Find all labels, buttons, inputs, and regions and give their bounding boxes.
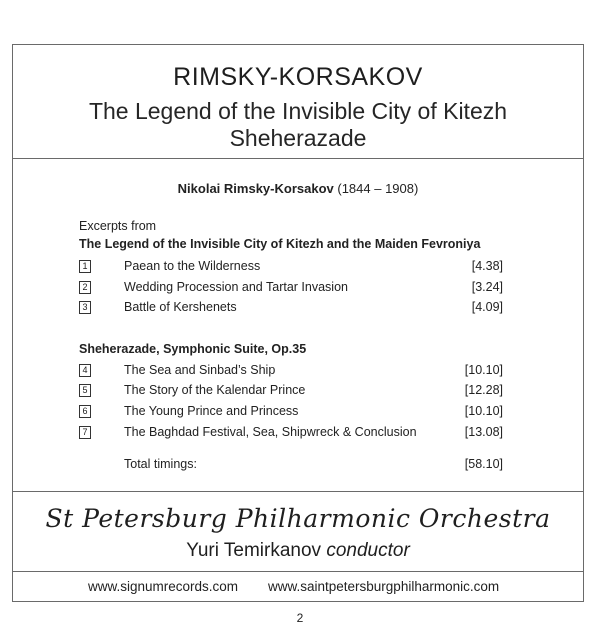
track-time: [4.38]	[471, 259, 503, 273]
composer-name: Nikolai Rimsky-Korsakov	[177, 181, 334, 196]
track-title: The Baghdad Festival, Sea, Shipwreck & Conclusion	[124, 425, 417, 439]
composer-dates: (1844 – 1908)	[337, 181, 419, 196]
track-title: Battle of Kershenets	[124, 300, 237, 314]
conductor-role: conductor	[326, 540, 410, 561]
work-title-sheherazade: Sheherazade	[229, 125, 367, 151]
track-row	[79, 300, 503, 318]
track-title: Paean to the Wilderness	[124, 259, 261, 273]
track-row	[79, 404, 503, 422]
website-signum[interactable]: www.signumrecords.com	[88, 579, 239, 594]
conductor-name: Yuri Temirkanov	[186, 540, 322, 561]
websites-block	[13, 571, 583, 603]
section-title-sheherazade: Sheherazade, Symphonic Suite, Op.35	[79, 342, 307, 356]
track-time: [10.10]	[464, 404, 503, 418]
composer-title: RIMSKY-KORSAKOV	[173, 63, 423, 91]
total-timings-row	[124, 457, 503, 471]
excerpts-label: Excerpts from	[79, 219, 157, 233]
performer-block	[13, 491, 583, 571]
track-title: The Story of the Kalendar Prince	[124, 383, 306, 397]
track-time: [4.09]	[471, 300, 503, 314]
track-row	[79, 363, 503, 381]
track-title: Wedding Procession and Tartar Invasion	[124, 280, 348, 294]
orchestra-name: St Petersburg Philharmonic Orchestra	[45, 504, 551, 533]
track-title: The Young Prince and Princess	[124, 404, 299, 418]
track-number: 6	[79, 405, 91, 418]
booklet-frame	[12, 44, 584, 602]
track-number: 2	[79, 281, 91, 294]
total-label: Total timings:	[124, 457, 197, 471]
website-philharmonic[interactable]: www.saintpetersburgphilharmonic.com	[268, 579, 500, 594]
track-number: 7	[79, 426, 91, 439]
track-row	[79, 425, 503, 443]
track-number: 5	[79, 384, 91, 397]
track-time: [10.10]	[464, 363, 503, 377]
page-number: 2	[296, 611, 304, 625]
track-number: 1	[79, 260, 91, 273]
track-time: [12.28]	[464, 383, 503, 397]
total-time: [58.10]	[464, 457, 503, 471]
track-number: 3	[79, 301, 91, 314]
track-row	[79, 259, 503, 277]
composer-line	[13, 181, 583, 196]
track-title: The Sea and Sinbad’s Ship	[124, 363, 276, 377]
title-block	[13, 45, 583, 159]
conductor-line	[13, 540, 583, 562]
work-title-kitezh: The Legend of the Invisible City of Kitezh	[88, 98, 508, 124]
track-number: 4	[79, 364, 91, 377]
track-time: [3.24]	[471, 280, 503, 294]
track-time: [13.08]	[464, 425, 503, 439]
track-row	[79, 383, 503, 401]
track-row	[79, 280, 503, 298]
section-title-kitezh: The Legend of the Invisible City of Kitezh and the Maiden Fevroniya	[79, 237, 481, 251]
